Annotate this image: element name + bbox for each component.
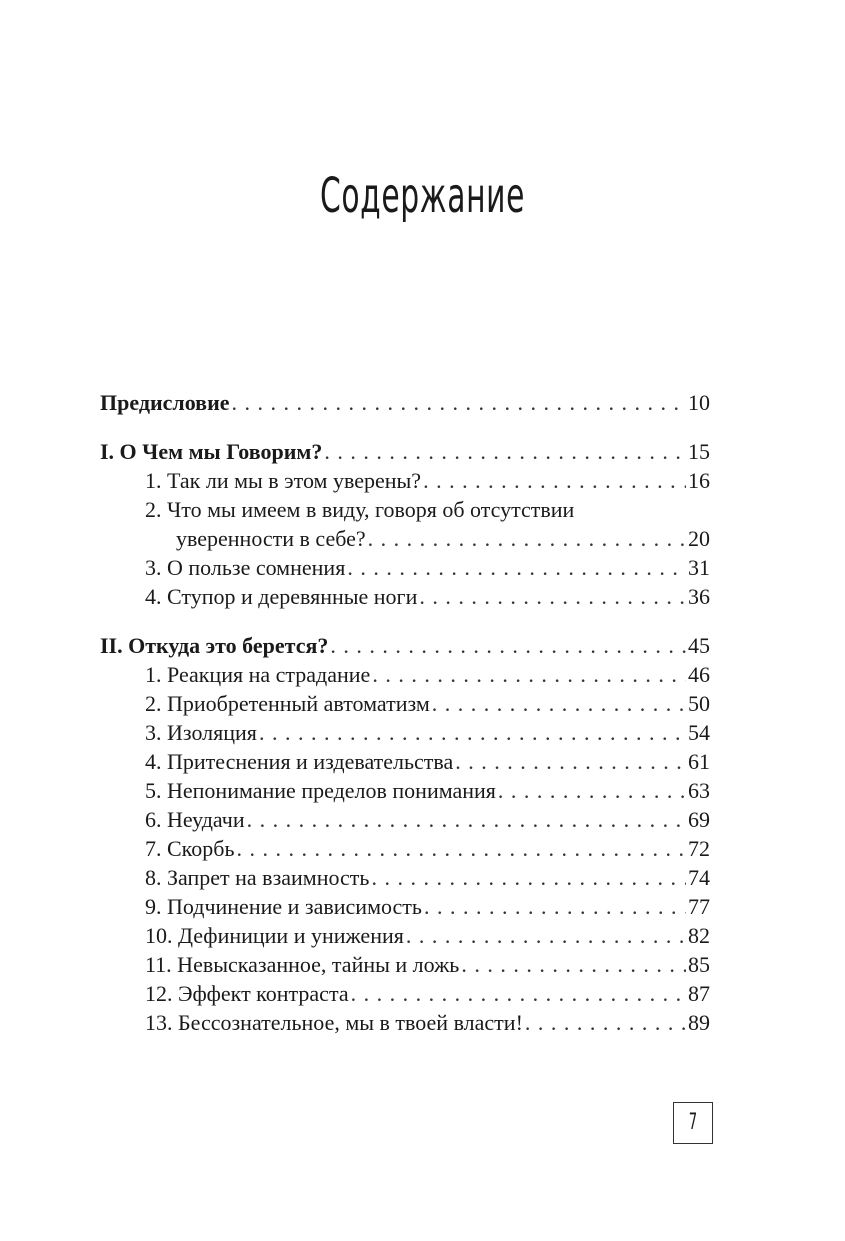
toc-entry-page: 36 — [688, 584, 710, 609]
dot-leader — [259, 718, 686, 747]
toc-entry-page: 31 — [688, 555, 710, 580]
toc-entry — [100, 718, 710, 747]
toc-entry — [100, 582, 710, 611]
toc-entry-page: 50 — [688, 691, 710, 716]
toc-entry — [100, 863, 710, 892]
toc-entry-page: 61 — [688, 749, 710, 774]
toc-entry-page: 10 — [688, 390, 710, 415]
toc-entry — [100, 921, 710, 950]
toc-entry-label: 1. Реакция на страдание — [145, 662, 371, 687]
dot-leader — [423, 466, 686, 495]
dot-leader — [351, 979, 686, 1008]
toc-entry-label: 12. Эффект контраста — [145, 981, 349, 1006]
toc-entry-page: 63 — [688, 778, 710, 803]
dot-leader — [498, 776, 686, 805]
toc-entry-page: 45 — [688, 633, 710, 658]
dot-leader — [455, 747, 686, 776]
toc-part-heading — [100, 631, 710, 660]
toc-entry-label: 2. Что мы имеем в виду, говоря об отсутствии — [145, 497, 575, 522]
toc-entry — [100, 747, 710, 776]
dot-leader — [419, 582, 686, 611]
dot-leader — [372, 660, 686, 689]
toc-entry-page: 85 — [688, 952, 710, 977]
dot-leader — [461, 950, 686, 979]
toc-entry — [100, 495, 710, 524]
toc-entry-page: 69 — [688, 807, 710, 832]
toc-entry-page: 77 — [688, 894, 710, 919]
dot-leader — [324, 437, 686, 466]
toc-entry-label: 4. Ступор и деревянные ноги — [145, 584, 418, 609]
toc-entry — [100, 553, 710, 582]
dot-leader — [347, 553, 686, 582]
toc-entry — [100, 892, 710, 921]
toc-entry — [100, 466, 710, 495]
toc-entry-label: 2. Приобретенный автоматизм — [145, 691, 430, 716]
toc-entry — [100, 689, 710, 718]
toc-entry — [100, 1008, 710, 1037]
toc-entry-label: 11. Невысказанное, тайны и ложь — [145, 952, 460, 977]
toc-entry-label: 10. Дефиниции и унижения — [145, 923, 404, 948]
page-number-box — [673, 1102, 713, 1144]
toc-entry-continuation — [100, 524, 710, 553]
toc-entry-page: 15 — [688, 439, 710, 464]
dot-leader — [525, 1008, 686, 1037]
toc-entry-page: 46 — [688, 662, 710, 687]
toc-entry-page: 82 — [688, 923, 710, 948]
toc-part-heading — [100, 437, 710, 466]
toc-entry — [100, 834, 710, 863]
dot-leader — [236, 834, 686, 863]
toc-entry — [100, 776, 710, 805]
table-of-contents — [100, 388, 710, 1037]
toc-entry-label: Предисловие — [100, 390, 230, 415]
toc-entry-label: II. Откуда это берется? — [100, 633, 329, 658]
dot-leader — [424, 892, 686, 921]
toc-entry — [100, 950, 710, 979]
toc-entry-label: 7. Скорбь — [145, 836, 235, 861]
page-title: Содержание — [319, 168, 526, 224]
toc-entry-label: 3. О пользе сомнения — [145, 555, 346, 580]
toc-entry-label: уверенности в себе? — [176, 526, 366, 551]
toc-entry-label: 4. Притеснения и издевательства — [145, 749, 454, 774]
toc-entry-preface — [100, 388, 710, 417]
toc-entry-label: 1. Так ли мы в этом уверены? — [145, 468, 422, 493]
dot-leader — [232, 388, 686, 417]
dot-leader — [330, 631, 686, 660]
toc-entry-label: 5. Непонимание пределов понимания — [145, 778, 496, 803]
toc-entry-page: 89 — [688, 1010, 710, 1035]
toc-entry-page: 87 — [688, 981, 710, 1006]
toc-entry — [100, 660, 710, 689]
toc-entry-page: 72 — [688, 836, 710, 861]
toc-entry-page: 54 — [688, 720, 710, 745]
dot-leader — [368, 524, 686, 553]
toc-entry-label: 6. Неудачи — [145, 807, 245, 832]
page-number: 7 — [688, 1110, 698, 1135]
toc-entry-label: 13. Бессознательное, мы в твоей власти! — [145, 1010, 523, 1035]
toc-entry-label: I. О Чем мы Говорим? — [100, 439, 323, 464]
toc-entry-page: 16 — [688, 468, 710, 493]
toc-entry-page: 20 — [688, 526, 710, 551]
toc-entry-page: 74 — [688, 865, 710, 890]
toc-entry-label: 8. Запрет на взаимность — [145, 865, 370, 890]
dot-leader — [432, 689, 686, 718]
dot-leader — [247, 805, 686, 834]
toc-entry — [100, 979, 710, 1008]
dot-leader — [371, 863, 686, 892]
toc-entry-label: 9. Подчинение и зависимость — [145, 894, 422, 919]
toc-entry — [100, 805, 710, 834]
dot-leader — [406, 921, 686, 950]
toc-entry-label: 3. Изоляция — [145, 720, 257, 745]
